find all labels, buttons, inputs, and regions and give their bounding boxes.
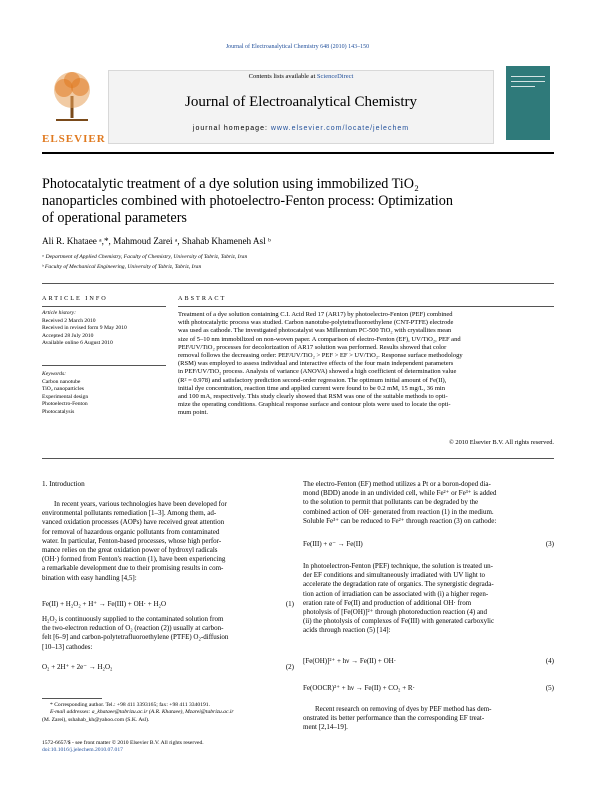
body-line: (OH·) formed from Fenton's reaction (1), have been experiencing bbox=[42, 555, 226, 564]
abstract-line: removal follows the decreasing order: PEF/UV/TiO₂ > PEF > EF > UV/TiO₂. Response surface methodology bbox=[178, 352, 463, 360]
history-online: Available online 6 August 2010 bbox=[42, 340, 113, 347]
body-line: vanced oxidation processes (AOPs) have received great attention bbox=[42, 518, 225, 527]
keywords bbox=[42, 371, 172, 417]
elsevier-tree-icon bbox=[42, 66, 102, 126]
authors: Ali R. Khataee ᵃ,*, Mahmoud Zarei ᵃ, Shahab Khameneh Asl ᵇ bbox=[42, 236, 271, 246]
body-line: H₂O₂ is continuously supplied to the contaminated solution from bbox=[42, 615, 224, 623]
cover-line bbox=[511, 81, 545, 82]
affiliation-a: ᵃ Department of Applied Chemistry, Faculty of Chemistry, University of Tabriz, Tabriz, Iran bbox=[42, 254, 248, 260]
equation-number: (2) bbox=[285, 663, 294, 671]
body-line: environmental pollutants remediation [1–3]. Among them, ad- bbox=[42, 509, 217, 518]
keyword: Experimental design bbox=[42, 393, 89, 400]
equation-number: (4) bbox=[545, 657, 554, 665]
email-note: E-mail addresses: a_khataee@tabrizu.ac.ir (A.R. Khataee), Mzarei@tabrizu.ac.ir bbox=[50, 709, 234, 716]
email-note-cont: (M. Zarei), sshahab_kh@yahoo.com (S.K. Asl). bbox=[42, 716, 150, 723]
equation-3 bbox=[303, 540, 554, 548]
title-line: of operational parameters bbox=[42, 210, 187, 226]
sciencedirect-link[interactable]: ScienceDirect bbox=[316, 73, 354, 80]
equation-text: Fe(II) + H₂O₂ + H⁺ → Fe(III) + OH· + H₂O bbox=[42, 600, 167, 608]
history-accepted: Accepted 28 July 2010 bbox=[42, 332, 94, 339]
cover-line bbox=[511, 86, 535, 87]
body-line: der EF conditions and simultaneously irradiated with UV light to bbox=[303, 571, 486, 580]
abstract-line: mum point. bbox=[178, 409, 208, 417]
contents-line bbox=[109, 73, 493, 80]
keywords-title: Keywords: bbox=[42, 371, 67, 377]
equation-1 bbox=[42, 600, 294, 608]
divider bbox=[42, 283, 554, 284]
equation-number: (1) bbox=[285, 600, 294, 608]
abstract-text bbox=[178, 311, 554, 418]
abstract-line: mize the operating conditions. Graphical response surface and contour plots were used to locate the opti- bbox=[178, 401, 451, 409]
homepage-label: journal homepage: bbox=[192, 125, 271, 132]
equation-text: Fe(OOCR)²⁺ + hν → Fe(II) + CO₂ + R· bbox=[303, 684, 415, 692]
divider bbox=[178, 306, 554, 307]
body-line: [10–13] cathodes: bbox=[42, 642, 93, 651]
keyword: Photoelectro-Fenton bbox=[42, 401, 88, 408]
body-line: tion action of irradiation can be associated with (i) a higher regen- bbox=[303, 589, 489, 598]
issn-doi bbox=[42, 740, 294, 755]
keyword: TiO₂ nanoparticles bbox=[42, 386, 84, 393]
history-title: Article history: bbox=[42, 310, 77, 316]
body-line: In photoelectron-Fenton (PEF) technique, the solution is treated un- bbox=[303, 562, 493, 570]
body-line: Soluble Fe³⁺ can be reduced to Fe²⁺ through reaction (3) on cathode: bbox=[303, 516, 497, 525]
equation-5 bbox=[303, 684, 554, 692]
corresponding-author-note: * Corresponding author. Tel.: +98 411 3393165; fax: +98 411 3340191. bbox=[50, 702, 210, 708]
body-line: combined action of OH· generated from reaction (1) in the medium. bbox=[303, 507, 494, 516]
journal-cover-image bbox=[506, 66, 550, 140]
article-history bbox=[42, 310, 172, 348]
abstract-label: ABSTRACT bbox=[178, 295, 227, 302]
abstract-line: (RSM) was employed to assess individual and interactive effects of the four main independent parameters bbox=[178, 360, 454, 368]
title-line: Photocatalytic treatment of a dye solution using immobilized TiO₂ bbox=[42, 176, 419, 192]
body-line: photolysis of [Fe(OH)]²⁺ through photoreduction reaction (4) and bbox=[303, 608, 488, 617]
abstract-line: (R² = 0.978) and satisfactory prediction second-order regression. The optimum initial amount of Fe(II), bbox=[178, 376, 447, 384]
body-line: onstrated its better performance than the corresponding EF treat- bbox=[303, 714, 485, 723]
equation-text: Fe(III) + e⁻ → Fe(II) bbox=[303, 540, 363, 548]
issn-line: 1572-6657/$ - see front matter © 2010 Elsevier B.V. All rights reserved. bbox=[42, 740, 204, 746]
equation-text: O₂ + 2H⁺ + 2e⁻ → H₂O₂ bbox=[42, 663, 113, 671]
keyword: Carbon nanotube bbox=[42, 378, 81, 385]
body-line: bination with easy handling [4,5]: bbox=[42, 573, 137, 582]
body-line: mond (BDD) anode in an undivided cell, while Fe²⁺ or Fe³⁺ is added bbox=[303, 489, 497, 498]
right-paragraph-2 bbox=[303, 562, 554, 636]
abstract-line: in PEF/UV/TiO₂ process. Analysis of variance (ANOVA) showed a high coefficient of determination value bbox=[178, 368, 457, 376]
body-line: felt [6–9] and carbon-polytetrafluoroethylene (PTFE) O₂-diffusion bbox=[42, 633, 229, 642]
section-heading: 1. Introduction bbox=[42, 480, 85, 488]
abstract-line: PEF/UV/TiO₂ processes for decolorization of AR17 solution was performed. Results showed that color bbox=[178, 343, 447, 351]
right-paragraph-3 bbox=[303, 705, 554, 733]
journal-homepage bbox=[109, 125, 493, 132]
body-line: eration rate of Fe(II) and production of additional OH· from bbox=[303, 598, 472, 607]
affiliation-b: ᵇ Faculty of Mechanical Engineering, University of Tabriz, Tabriz, Iran bbox=[42, 264, 202, 270]
footnote-rule bbox=[42, 698, 102, 699]
history-revised: Received in revised form 9 May 2010 bbox=[42, 325, 127, 332]
doi-link[interactable]: doi:10.1016/j.jelechem.2010.07.017 bbox=[42, 747, 123, 754]
article-info-label: ARTICLE INFO bbox=[42, 295, 108, 302]
title-line: nanoparticles combined with photoelectro-Fenton process: Optimization bbox=[42, 193, 453, 209]
journal-header-box bbox=[108, 70, 494, 144]
article-title bbox=[42, 176, 554, 227]
cover-line bbox=[511, 76, 545, 77]
publisher-name: ELSEVIER bbox=[42, 133, 106, 145]
keyword: Photocatalysis bbox=[42, 408, 75, 415]
abstract-line: initial dye concentration, reaction time and applied current were found to be 0.2 mM, 15 mg/L, 36 min bbox=[178, 384, 445, 392]
body-line: to the solution to permit that pollutants can be degraded by the bbox=[303, 498, 479, 507]
body-line: In recent years, various technologies have been developed for bbox=[54, 500, 227, 508]
equation-2 bbox=[42, 663, 294, 671]
right-paragraph-1 bbox=[303, 480, 554, 526]
divider bbox=[42, 458, 554, 459]
body-line: The electro-Fenton (EF) method utilizes a Pt or a boron-doped dia- bbox=[303, 480, 491, 488]
contents-prefix: Contents lists available at bbox=[248, 73, 317, 80]
body-line: (ii) the photolysis of complexes of Fe(III) with generated carboxylic bbox=[303, 617, 495, 626]
abstract-line: was used as cathode. The investigated photocatalyst was Millennium PC-500 TiO₂ with crystallites mean bbox=[178, 327, 452, 335]
body-line: acids through reaction (5) [14]: bbox=[303, 626, 391, 635]
homepage-url[interactable]: www.elsevier.com/locate/jelechem bbox=[270, 125, 410, 132]
body-line: water. In particular, Fenton-based processes, whose high perfor- bbox=[42, 536, 222, 545]
body-line: Recent research on removing of dyes by PEF method has dem- bbox=[315, 705, 492, 713]
body-line: ment [2,14–19]. bbox=[303, 723, 348, 732]
journal-citation: Journal of Electroanalytical Chemistry 648 (2010) 143–150 bbox=[225, 44, 370, 50]
body-line: for removal of hazardous organic pollutants from contaminated bbox=[42, 527, 220, 536]
abstract-line: with photocatalytic process was studied. Carbon nanotube-polytetrafluoroethylene (CNT-PTFE) electrode bbox=[178, 319, 454, 327]
left-paragraph-2 bbox=[42, 615, 294, 652]
journal-title: Journal of Electroanalytical Chemistry bbox=[184, 94, 417, 110]
abstract-line: and 100 mA, respectively. This study clearly showed that RSM was one of the suitable methods to opti- bbox=[178, 393, 448, 401]
equation-number: (3) bbox=[545, 540, 554, 548]
divider bbox=[42, 306, 166, 307]
abstract-line: Treatment of a dye solution containing C.I. Acid Red 17 (AR17) by photoelectro-Fenton (PEF) combined bbox=[178, 311, 453, 318]
header-rule bbox=[42, 152, 554, 154]
equation-text: [Fe(OH)]²⁺ + hν → Fe(II) + OH· bbox=[303, 657, 397, 665]
body-line: a remarkable development due to their promising results in com- bbox=[42, 564, 224, 573]
body-line: the two-electron reduction of O₂ (reaction (2)) usually at carbon- bbox=[42, 624, 224, 633]
elsevier-logo bbox=[42, 66, 106, 145]
body-line: accelerate the degradation rate of organics. The synergistic degrada- bbox=[303, 580, 494, 589]
divider bbox=[42, 365, 166, 366]
abstract-line: size of 5–10 nm immobilized on non-woven paper. A comparison of electro-Fenton (EF), UV/TiO₂, PEF and bbox=[178, 335, 461, 343]
equation-number: (5) bbox=[545, 684, 554, 692]
left-paragraph-1 bbox=[42, 500, 294, 583]
equation-4 bbox=[303, 657, 554, 665]
body-line: mance relies on the great oxidation power of hydroxyl radicals bbox=[42, 546, 218, 555]
history-received: Received 2 March 2010 bbox=[42, 317, 96, 324]
footnotes bbox=[42, 702, 294, 724]
copyright: © 2010 Elsevier B.V. All rights reserved. bbox=[448, 439, 554, 446]
